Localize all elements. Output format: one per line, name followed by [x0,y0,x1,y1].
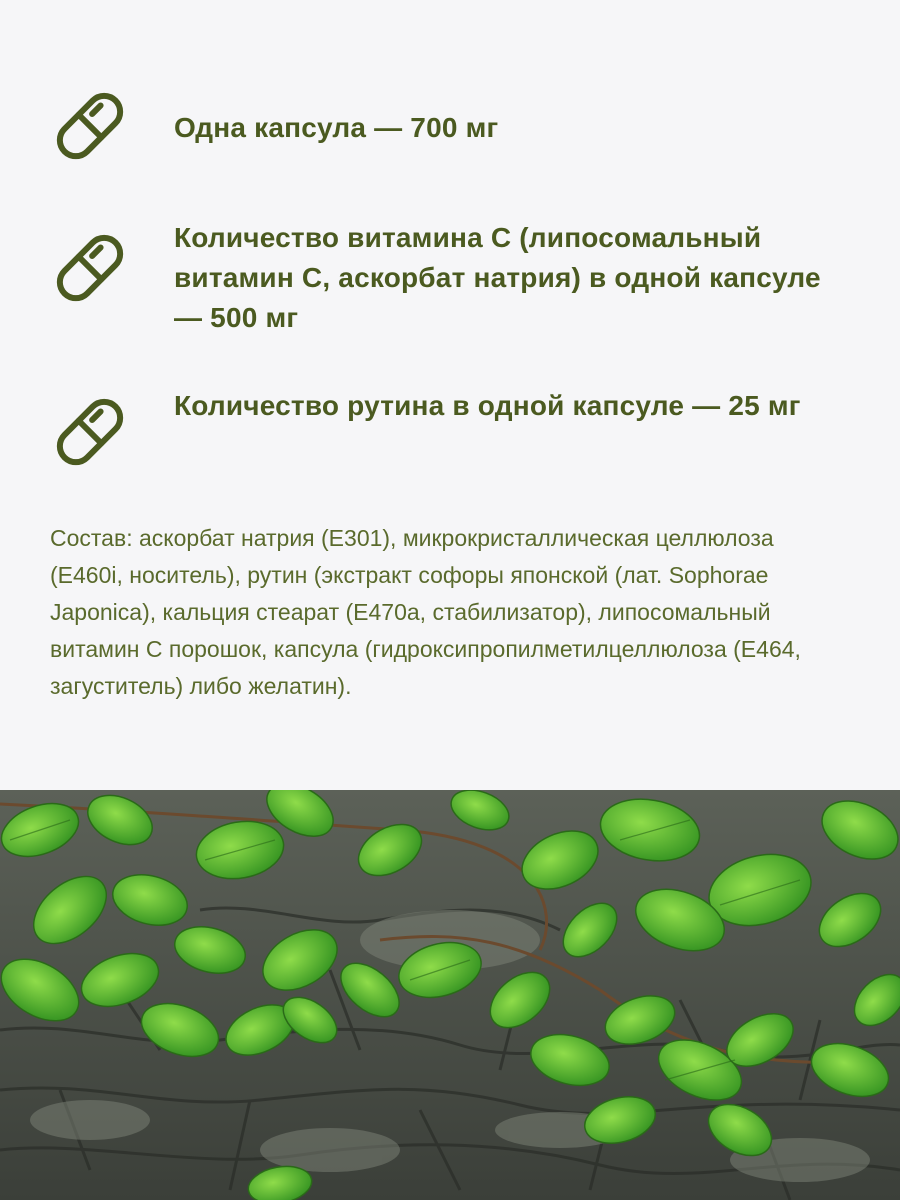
capsule-icon [50,86,130,166]
item-label: Одна капсула — 700 мг [174,112,499,143]
leaves-illustration [0,790,900,1200]
item-label: Количество рутина в одной капсуле — 25 мг [174,390,801,421]
item-capsule-weight [50,86,854,166]
item-label: Количество витамина С (липосомальный витамин С, аскорбат натрия) в одной капсуле — 500 мг [174,222,821,333]
capsule-icon [50,228,130,308]
composition-text: Состав: аскорбат натрия (Е301), микрокристаллическая целлюлоза (Е460i, носитель), рутин (экстракт софоры японской (лат. Sophorae Japonica), кальция стеарат (Е470а, стабилизатор), липосомальный витамин С порошок, капсула (гидроксипропилметилцеллюлоза (Е464, загуститель) либо желатин). [50,525,801,699]
leaves-on-bark-photo [0,790,900,1200]
item-rutin [50,392,854,472]
item-vitamin-c [50,222,854,338]
capsule-icon [50,392,130,472]
